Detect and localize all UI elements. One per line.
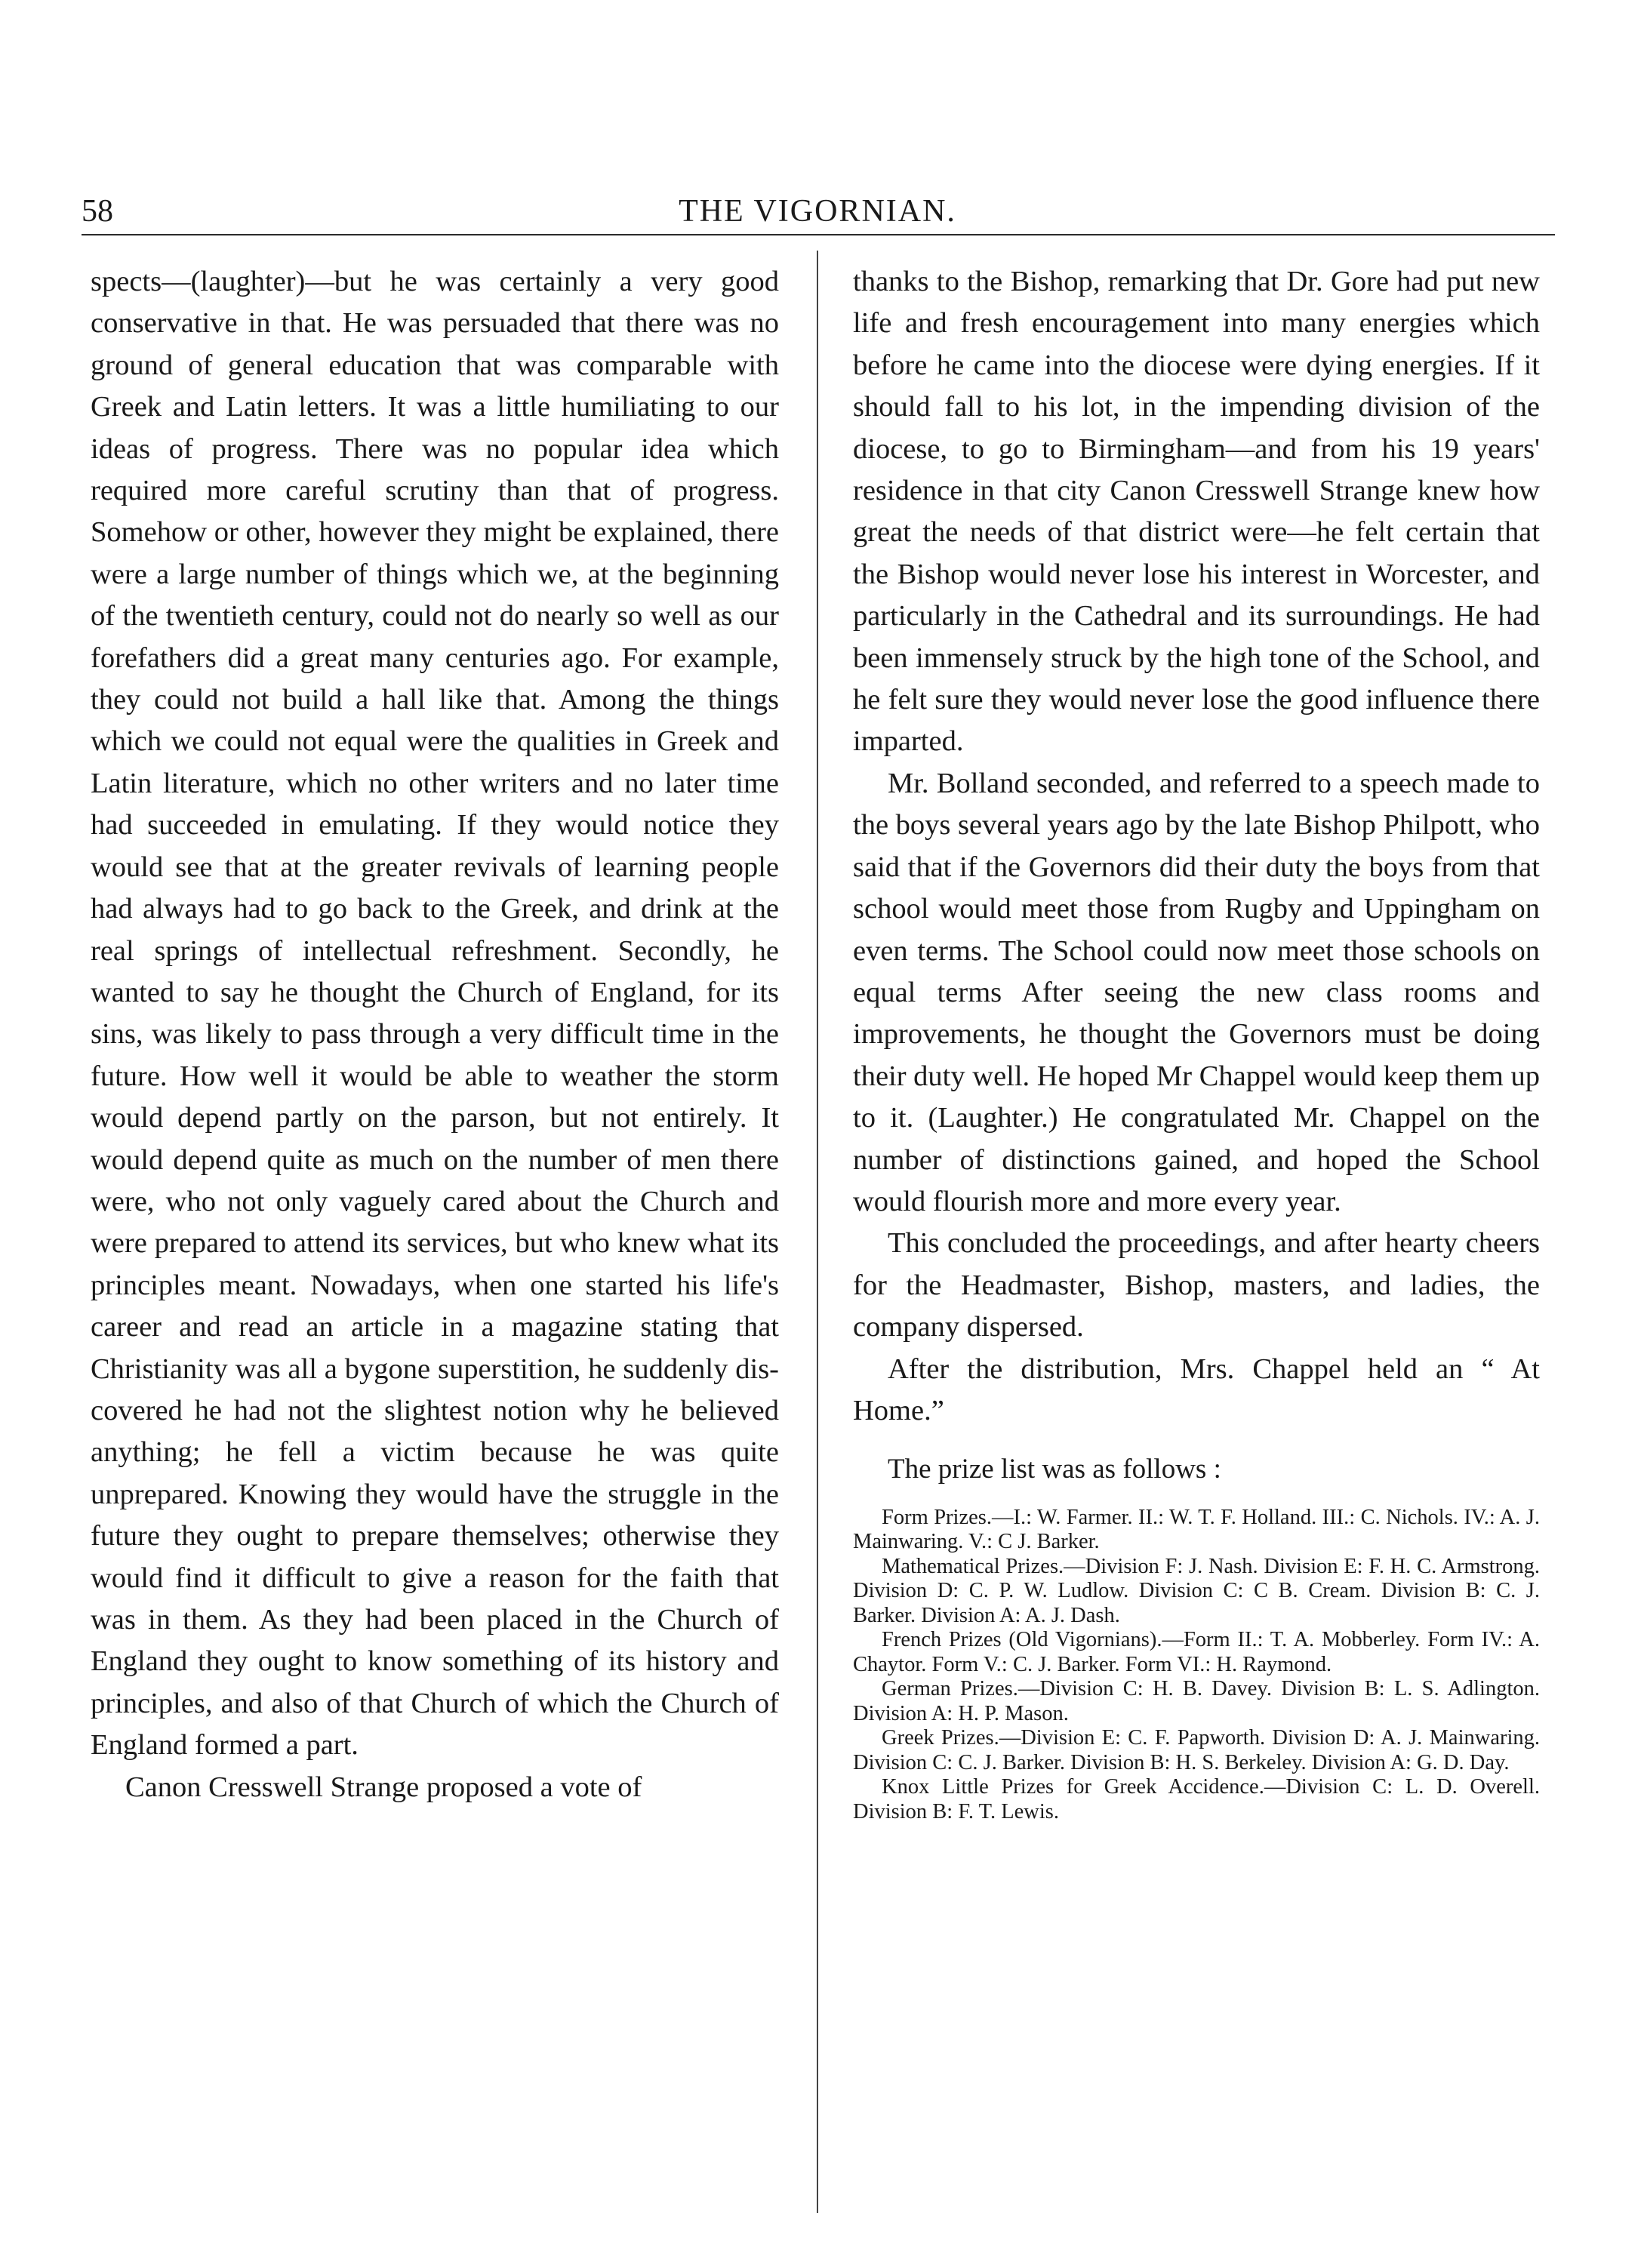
header-rule — [82, 234, 1555, 235]
column-divider — [817, 251, 818, 2213]
prize-list — [853, 1506, 1540, 1825]
prize-entry: Greek Prizes.—Division E: C. F. Papworth. Division D: A. J. Mainwaring. Division C: C. J. Barker. Division B: H. S. Berkeley. Division A: G. D. Day. — [853, 1726, 1540, 1774]
prize-entry: French Prizes (Old Vigornians).—Form II.: T. A. Mobberley. Form IV.: A. Chaytor. Form V.: C. J. Barker. Form VI.: H. Raymond. — [853, 1628, 1540, 1676]
prize-entry: Knox Little Prizes for Greek Accidence.—Division C: L. D. Overell. Division B: F. T. Lewis. — [853, 1775, 1540, 1823]
paragraph: Mr. Bolland seconded, and referred to a speech made to the boys several years ago by the late Bishop Philpott, who said that if the Governors did their duty the boys from that school would meet those from Rugby and Uppingham on even terms. The School could now meet those schools on equal terms After seeing the new class rooms and improvements, he thought the Governors must be doing their duty well. He hoped Mr Chappel would keep them up to it. (Laughter.) He congratulated Mr. Chappel on the number of distinctions gained, and hoped the School would flourish more and more every year. — [853, 767, 1540, 1217]
prize-entry: Form Prizes.—I.: W. Farmer. II.: W. T. F. Holland. III.: C. Nichols. IV.: A. J. Mainwaring. V.: C J. Barker. — [853, 1505, 1540, 1554]
paragraph: spects—(laughter)—but he was certainly a very good conservative in that. He was persuaded that there was no ground of general education that was comparable with Greek and Latin letters. It was a little humiliating to our ideas of progress. There was no popular idea which required more careful scrutiny than that of progress. Somehow or other, however they might be explained, there were a large number of things which we, at the beginning of the twentieth century, could not do nearly so well as our forefathers did a great many centuries ago. For example, they could not build a hall like that. Among the things which we could not equal were the qualities in Greek and Latin literature, which no other writers and no later time had succeeded in emulating. If they would notice they would see that at the greater revivals of learning people had always had to go back to the Greek, and drink at the real springs of intellectual refreshment. Secondly, he wanted to say he thought the Church of England, for its sins, was likely to pass through a very difficult time in the future. How well it would be able to weather the storm would depend partly on the parson, but not entirely. It would depend quite as much on the number of men there were, who not only vaguely cared about the Church and were prepared to attend its services, but who knew what its principles meant. Nowadays, when one started his life's career and read an article in a magazine stating that Christianity was all a bygone superstition, he suddenly discovered he had not the slightest notion why he believed anything; he fell a victim because he was quite unprepared. Knowing they would have the struggle in the future they ought to prepare themselves; otherwise they would find it difficult to give a reason for the faith that was in them. As they had been placed in the Church of England they ought to know something of its history and principles, and also of that Church of which the Church of England formed a part. — [91, 266, 779, 1762]
page-header — [82, 189, 1553, 234]
paragraph: Canon Cresswell Strange proposed a vote of — [125, 1771, 642, 1803]
right-column — [853, 261, 1540, 1824]
journal-title: THE VIGORNIAN. — [679, 194, 956, 229]
page-number: 58 — [82, 194, 113, 229]
prize-entry: German Prizes.—Division C: H. B. Davey. Division B: L. S. Adlington. Division A: H. P. Mason. — [853, 1677, 1540, 1725]
left-column — [91, 261, 779, 1808]
paragraph: This concluded the proceedings, and after hearty cheers for the Headmaster, Bishop, masters, and ladies, the company dispersed. — [853, 1227, 1540, 1343]
paragraph: thanks to the Bishop, remarking that Dr. Gore had put new life and fresh encouragement into many energies which before he came into the diocese were dying energies. If it should fall to his lot, in the impending division of the diocese, to go to Birmingham—and from his 19 years' residence in that city Canon Cresswell Strange knew how great the needs of that district were—he felt certain that the Bishop would never lose his interest in Worcester, and particularly in the Cathedral and its surroundings. He had been immensely struck by the high tone of the School, and he felt sure they would never lose the good influence there imparted. — [853, 266, 1540, 758]
prize-entry: Mathematical Prizes.—Division F: J. Nash. Division E: F. H. C. Armstrong. Division D: C. P. W. Ludlow. Division C: C B. Cream. Division B: C. J. Barker. Division A: A. J. Dash. — [853, 1554, 1540, 1627]
prize-list-heading: The prize list was as follows : — [888, 1454, 1221, 1485]
paragraph: After the distribution, Mrs. Chappel held an “ At Home.” — [853, 1352, 1540, 1426]
